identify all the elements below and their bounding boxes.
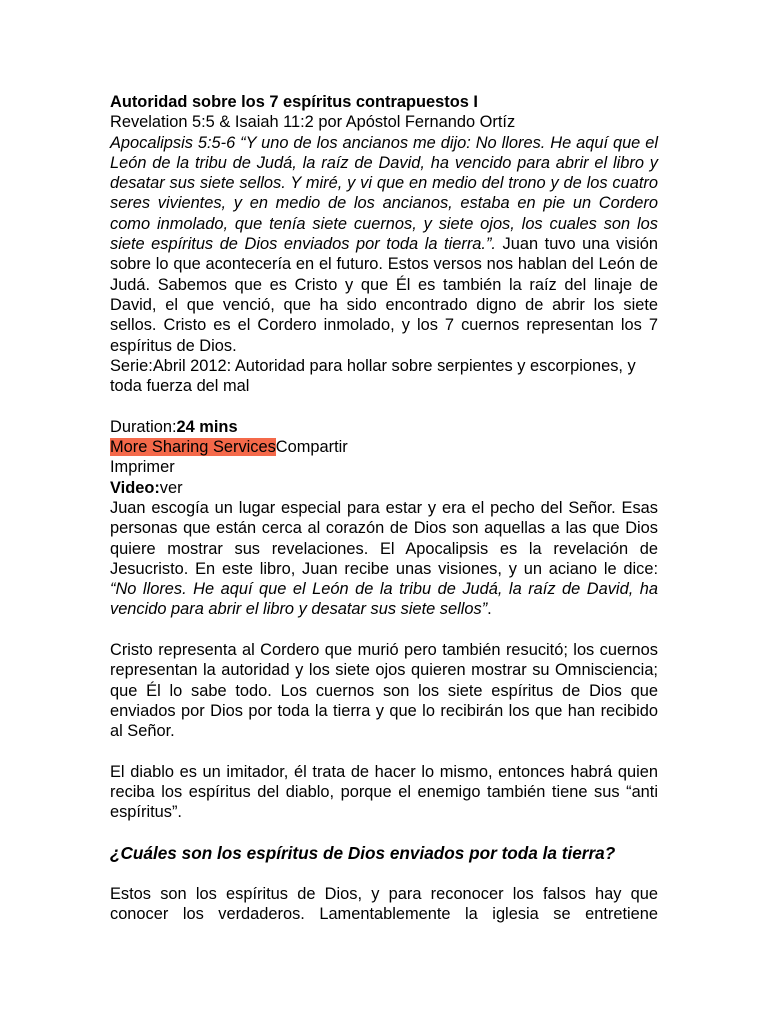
intro-quote: Apocalipsis 5:5-6 “Y uno de los ancianos me dijo: No llores. He aquí que el León de la tribu de Judá, la raíz de David, ha vencido para abrir el libro y desatar sus siete sellos. Y miré, y vi que en medio del trono y de los cuatro seres vivientes, y en medio de los ancianos, estaba en pie un Cordero como inmolado, que tenía siete cuernos, y siete ojos, los cuales son los siete espíritus de Dios enviados por toda la tierra.”. [110,133,658,254]
print-link[interactable]: Imprimer [110,458,175,477]
paragraph-1-text: Juan escogía un lugar especial para estar y era el pecho del Señor. Esas personas que están cerca al corazón de Dios son aquellas a las que Dios quiere mostrar sus revelaciones. El Apocalipsis es la revelación de Jesucristo. En este libro, Juan recibe unas visiones, y un aciano le dice: [110,498,658,578]
paragraph-2: Cristo representa al Cordero que murió pero también resucitó; los cuernos representan la autoridad y los siete ojos quieren mostrar su Omnisciencia; que Él lo sabe todo. Los cuernos son los siete espíritus de Dios que enviados por Dios por toda la tierra y que lo recibirán los que han recibido al Señor. [110,641,658,741]
document-title: Autoridad sobre los 7 espíritus contrapuestos I [110,93,478,111]
paragraph-3: El diablo es un imitador, él trata de hacer lo mismo, entonces habrá quien reciba los espíritus del diablo, porque el enemigo también tiene sus “anti espíritus”. [110,762,658,822]
duration-value: 24 mins [176,417,238,436]
paragraph-4: Estos son los espíritus de Dios, y para reconocer los falsos hay que conocer los verdaderos. Lamentablemente la iglesia se entretiene [110,884,658,923]
video-link[interactable]: ver [159,478,183,497]
intro-paragraph [110,133,658,356]
more-sharing-services-link[interactable]: More Sharing Services [110,438,276,457]
share-link[interactable]: Compartir [275,438,348,457]
document-subtitle: Revelation 5:5 & Isaiah 11:2 por Apóstol Fernando Ortíz [110,113,516,132]
paragraph-1 [110,498,658,620]
duration-line [110,417,658,437]
section-heading: ¿Cuáles son los espíritus de Dios enviados por toda la tierra? [110,842,616,863]
paragraph-1-end: . [487,600,492,619]
intro-text: Juan tuvo una visión sobre lo que acontecería en el futuro. Estos versos nos hablan del León de Judá. Sabemos que es Cristo y que Él es también la raíz del linaje de David, el que venció, que ha sido encontrado digno de abrir los siete sellos. Cristo es el Cordero inmolado, y los 7 cuernos representan los 7 espíritus de Dios. [110,235,658,355]
video-line [110,478,658,498]
paragraph-1-quote: “No llores. He aquí que el León de la tribu de Judá, la raíz de David, ha vencido para abrir el libro y desatar sus siete sellos” [110,580,658,619]
video-label: Video: [110,478,160,497]
sharing-line [110,437,658,457]
series-line: Serie:Abril 2012: Autoridad para hollar sobre serpientes y escorpiones, y toda fuerza del mal [110,356,636,396]
duration-label: Duration: [110,417,177,436]
document-page [110,92,658,924]
